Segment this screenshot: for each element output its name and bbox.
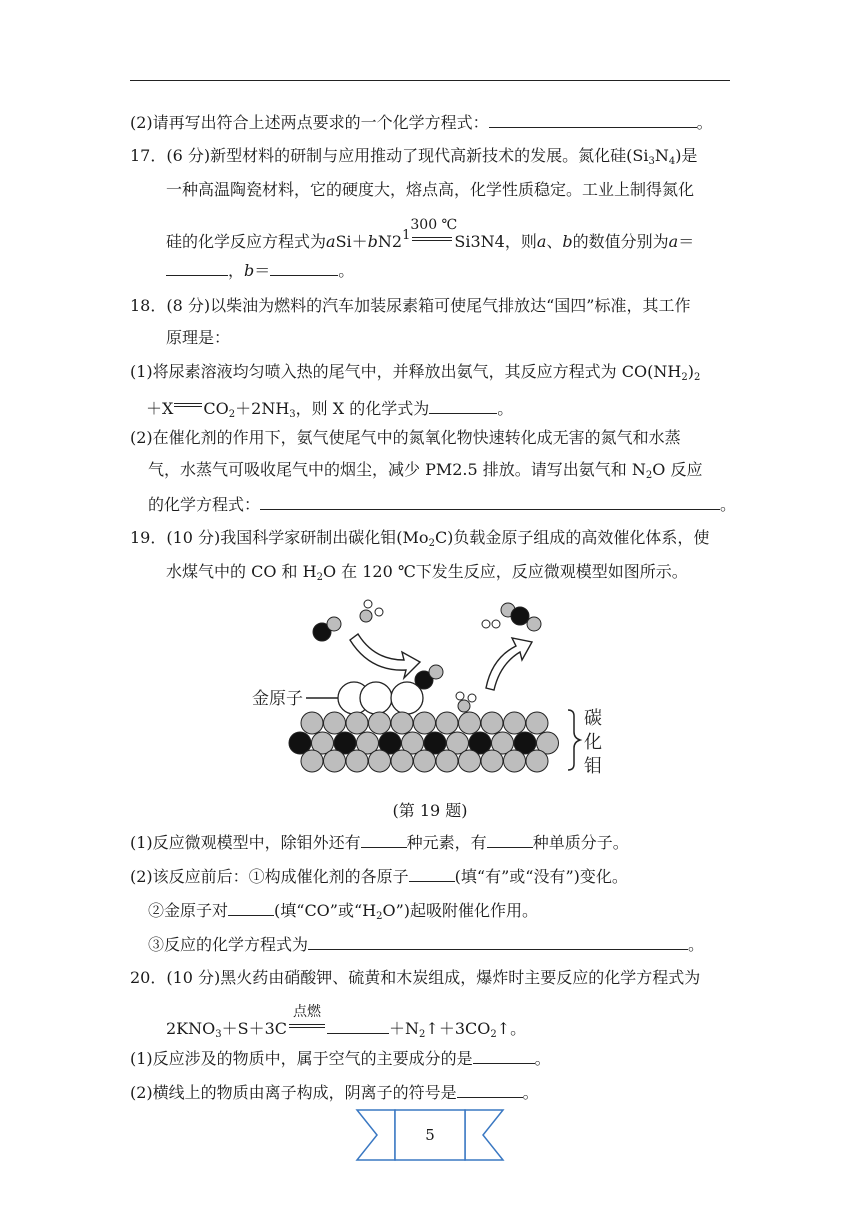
q17-a-blank[interactable] — [166, 260, 228, 276]
q19-s3d: O”)起吸附催化作用。 — [382, 901, 539, 920]
q19-sub2 — [130, 866, 628, 887]
var-b: b — [562, 232, 573, 251]
header-rule — [130, 80, 730, 81]
q18-s2end: 。 — [720, 495, 737, 514]
q19-head2a: 水煤气中的 CO 和 H — [166, 562, 317, 581]
q20-sub: 2 — [419, 1029, 426, 1040]
q17-line2: 一种高温陶瓷材料，它的硬度大，熔点高，化学性质稳定。工业上制得氮化 — [166, 180, 695, 199]
q20-head: 20．(10 分)黑火药由硝酸钾、硫黄和木炭组成，爆炸时主要反应的化学方程式为 — [130, 968, 701, 987]
var-b: b — [367, 232, 378, 251]
q19-s1b: 种元素，有 — [406, 833, 487, 852]
q17-sub: 4 — [668, 156, 676, 167]
var-a: a — [668, 232, 679, 251]
molybdenum-atom — [346, 712, 368, 734]
ignition-condition — [287, 1004, 327, 1034]
q19-sub1 — [130, 832, 629, 853]
q18-s1h: ＋2NH — [235, 399, 290, 418]
molybdenum-atom — [481, 712, 503, 734]
q19-adsorb-blank[interactable] — [228, 900, 274, 916]
q17-end: 。 — [338, 261, 355, 280]
q16-sub2 — [130, 112, 713, 133]
q19-sub: 2 — [428, 538, 435, 549]
q17-si: Si＋ — [335, 232, 368, 251]
condition-text: 点燃 — [293, 1004, 322, 1020]
molybdenum-atom — [436, 750, 458, 772]
q16-sub2-text: (2)请再写出符合上述两点要求的一个化学方程式： — [130, 113, 489, 132]
molybdenum-atom — [346, 750, 368, 772]
molybdenum-atom — [436, 712, 458, 734]
q17-sup: 1 — [402, 228, 411, 243]
q16-answer-blank[interactable] — [489, 112, 697, 128]
arrow-in-head — [350, 634, 420, 678]
q18-s1c: ) — [687, 362, 694, 381]
mo2c-label-1: 碳 — [584, 708, 602, 729]
molybdenum-atom — [526, 712, 548, 734]
gold-atom-label: 金原子 — [252, 689, 303, 709]
q19-s2b: (填“有”或“没有”)变化。 — [454, 867, 628, 886]
q17-l4b: ， — [228, 261, 245, 280]
molybdenum-atom — [391, 712, 413, 734]
q17-sep: 、 — [546, 232, 563, 251]
q17-line4 — [166, 260, 354, 281]
q20-s2end: 。 — [522, 1083, 539, 1102]
q20-air-blank[interactable] — [473, 1048, 535, 1064]
q19-sub4 — [148, 934, 704, 955]
molybdenum-atom — [301, 750, 323, 772]
molybdenum-atom — [414, 750, 436, 772]
molybdenum-atom — [324, 750, 346, 772]
q19-head1: 19．(10 分)我国科学家研制出碳化钼(Mo — [130, 528, 429, 547]
molybdenum-atom — [414, 712, 436, 734]
q19-s2a: (2)该反应前后：①构成催化剂的各原子 — [130, 867, 409, 886]
molybdenum-atom — [391, 750, 413, 772]
q18-s1a: (1)将尿素溶液均匀喷入热的尾气中，并释放出氨气，其反应方程式为 CO(NH — [130, 362, 682, 381]
q19-head — [130, 528, 709, 548]
q19-elements-blank[interactable] — [361, 832, 407, 848]
q18-sub: 3 — [289, 409, 296, 420]
q19-sub3 — [148, 900, 538, 921]
co2-molecule-out — [501, 603, 541, 631]
var-a: a — [536, 232, 547, 251]
adsorbed-co — [415, 665, 443, 689]
q20-sub2 — [130, 1082, 539, 1103]
q18-x-blank[interactable] — [429, 398, 497, 414]
q18-head: 18．(8 分)以柴油为燃料的汽车加装尿素箱可使尾气排放达“国四”标准，其工作 — [130, 296, 691, 315]
q20-eqd: ＋N — [389, 1019, 420, 1038]
q19-molecules-blank[interactable] — [487, 832, 533, 848]
q18-equation-blank[interactable] — [260, 494, 720, 510]
q20-eqc: ＋S＋3C — [221, 1019, 288, 1038]
q17-sub: 3 — [648, 156, 655, 167]
q18-s1e: ＋X — [146, 399, 174, 418]
q19-s1c: 种单质分子。 — [532, 833, 629, 852]
molybdenum-atom — [301, 712, 323, 734]
q19-sub: 2 — [316, 572, 323, 583]
q19-head1c: C)负载金原子组成的高效催化体系，使 — [434, 528, 710, 547]
q18-sub: 2 — [645, 470, 653, 481]
q20-sub1 — [130, 1048, 551, 1069]
condition-text: 300 ℃ — [410, 217, 458, 233]
reaction-micro-model-figure — [250, 598, 610, 788]
q18-s1f: CO — [203, 399, 229, 418]
molybdenum-atom — [481, 750, 503, 772]
q20-product-blank[interactable] — [327, 1018, 389, 1034]
q17-si3n4: Si3N4，则 — [454, 232, 537, 251]
equals-sign — [173, 394, 203, 414]
q20-equation — [166, 1004, 527, 1040]
q20-s1a: (1)反应涉及的物质中，属于空气的主要成分的是 — [130, 1049, 473, 1068]
q18-sub1 — [130, 362, 700, 382]
reaction-condition — [410, 217, 458, 247]
q17-head — [130, 146, 697, 166]
q20-eqf: ↑＋3CO — [425, 1019, 491, 1038]
q18-sub1-cont — [146, 394, 513, 419]
gold-atoms — [338, 682, 423, 714]
q18-s2b: 气，水蒸气可吸收尾气中的烟尘，减少 PM2.5 排放。请写出氨气和 N — [148, 460, 646, 479]
q17-b-blank[interactable] — [270, 260, 338, 276]
q18-s1end: 。 — [497, 399, 514, 418]
q20-eqa: 2KNO — [166, 1019, 216, 1038]
q16-end: 。 — [696, 113, 713, 132]
q18-sub2: (2)在催化剂的作用下，氨气使尾气中的氮氧化物快速转化成无害的氮气和水蒸 — [130, 428, 681, 447]
molybdenum-atom — [324, 712, 346, 734]
co-molecule-in — [313, 617, 341, 641]
q18-sub2-answer — [148, 494, 736, 515]
molybdenum-atom — [369, 712, 391, 734]
molybdenum-atom — [459, 712, 481, 734]
q19-s4end: 。 — [688, 935, 705, 954]
q17-n2: N2 — [377, 232, 403, 251]
q19-equation-blank[interactable] — [308, 934, 688, 950]
q18-sub2-cont — [148, 460, 702, 480]
q17-equation-line — [166, 217, 695, 252]
q19-s3a: ②金原子对 — [148, 901, 229, 920]
q17-f4: )是 — [675, 146, 698, 165]
var-a: a — [326, 232, 336, 251]
q19-change-blank[interactable] — [409, 866, 455, 882]
q19-s3b: (填“CO”或“H — [274, 901, 377, 920]
q20-anion-blank[interactable] — [457, 1082, 523, 1098]
q20-sub: 2 — [490, 1029, 497, 1040]
q18-sub: 2 — [693, 372, 701, 383]
water-molecule-in — [360, 600, 383, 622]
mo2c-brace — [568, 710, 580, 770]
q20-eqh: ↑。 — [496, 1019, 527, 1038]
molybdenum-atom — [459, 750, 481, 772]
q20-sub: 3 — [215, 1029, 222, 1040]
page-number: 5 — [425, 1126, 435, 1144]
arrow-out — [486, 638, 532, 690]
q17-eq2: ＝ — [254, 261, 271, 280]
q18-s2e: 的化学方程式： — [148, 495, 261, 514]
q20-s2a: (2)横线上的物质由离子构成，阴离子的符号是 — [130, 1083, 457, 1102]
q18-sub: 2 — [228, 409, 236, 420]
q17-l3a: 硅的化学反应方程式为 — [166, 232, 327, 251]
mo2c-lattice — [289, 712, 559, 772]
mo2c-label-3: 钼 — [584, 756, 602, 777]
q17-mid: 的数值分别为 — [572, 232, 669, 251]
var-b: b — [244, 261, 255, 280]
q18-s2d: O 反应 — [652, 460, 703, 479]
q20-s1end: 。 — [534, 1049, 551, 1068]
molybdenum-atom — [526, 750, 548, 772]
q18-line2: 原理是： — [166, 328, 231, 347]
molybdenum-atom — [504, 750, 526, 772]
figure-caption: (第 19 题) — [392, 801, 468, 820]
q17-head-text: 17．(6 分)新型材料的研制与应用推动了现代高新技术的发展。氮化硅(Si — [130, 146, 649, 165]
adsorbed-h2o — [456, 692, 476, 712]
q19-s4a: ③反应的化学方程式为 — [148, 935, 309, 954]
q19-sub: 2 — [376, 911, 383, 922]
q19-s1a: (1)反应微观模型中，除钼外还有 — [130, 833, 361, 852]
q18-s1j: ，则 X 的化学式为 — [295, 399, 430, 418]
molybdenum-atom — [504, 712, 526, 734]
q17-f2: N — [654, 146, 669, 165]
q19-line2 — [166, 562, 688, 582]
q18-sub: 2 — [681, 372, 688, 383]
q17-eq: ＝ — [678, 232, 695, 251]
h2-molecule-out — [482, 620, 500, 628]
q19-head2c: O 在 120 ℃下发生反应，反应微观模型如图所示。 — [322, 562, 688, 581]
mo2c-label-2: 化 — [584, 732, 602, 753]
molybdenum-atom — [369, 750, 391, 772]
